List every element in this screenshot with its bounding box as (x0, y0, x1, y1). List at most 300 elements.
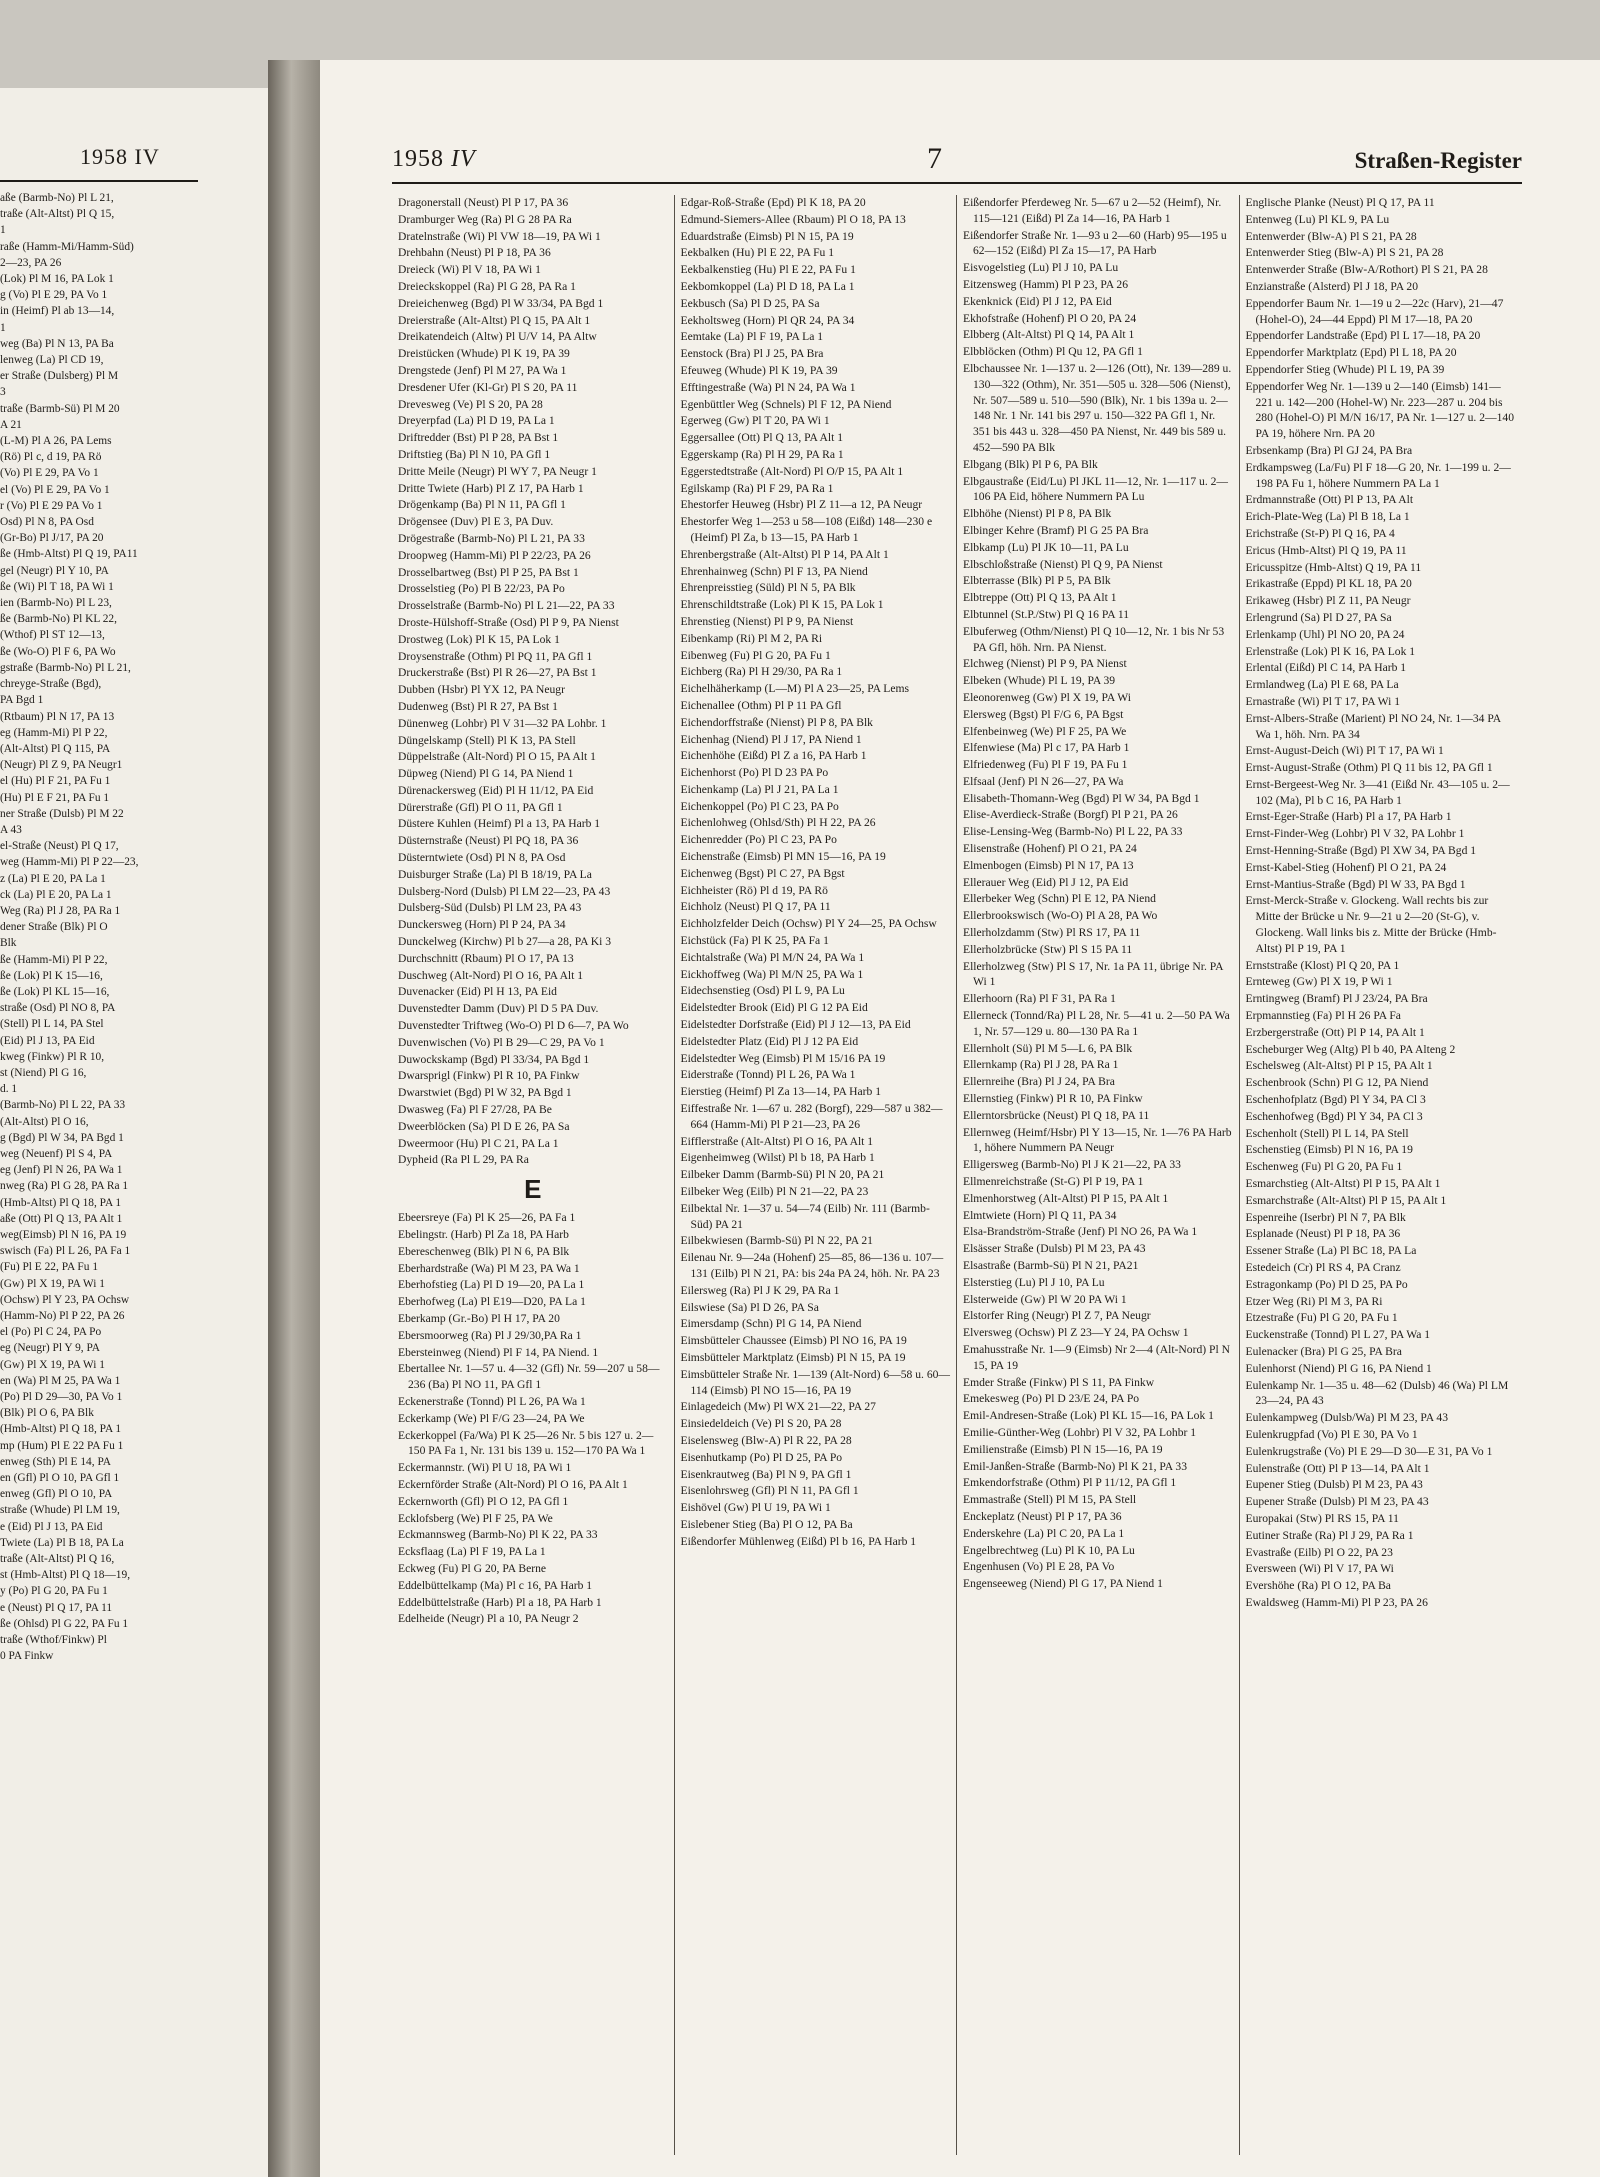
left-entry: Blk (0, 937, 17, 950)
street-entry: Ernst-August-Straße (Othm) Pl Q 11 bis 12, PA Gfl 1 (1245, 761, 1493, 775)
street-entry: Eichholz (Neust) Pl Q 17, PA 11 (680, 900, 831, 914)
left-entry: ße (Lok) Pl KL 15—16, (0, 985, 110, 998)
register-column-3 (957, 195, 1240, 2155)
street-entry: Düppelstraße (Alt-Nord) Pl O 15, PA Alt 1 (398, 750, 596, 764)
street-entry: Droopweg (Hamm-Mi) Pl P 22/23, PA 26 (398, 548, 591, 562)
street-entry: Elbschloßstraße (Nienst) Pl Q 9, PA Nienst (963, 557, 1163, 571)
left-entry: gstraße (Barmb-No) Pl L 21, (0, 661, 131, 674)
street-entry: Elbgaustraße (Eid/Lu) Pl JKL 11—12, Nr. 1—117 u. 2—106 PA Eid, höhere Nummern PA Lu (963, 474, 1229, 504)
street-entry: Ericusspitze (Hmb-Altst) Q 19, PA 11 (1245, 560, 1422, 574)
street-entry: Eddelbüttelstraße (Harb) Pl a 18, PA Harb 1 (398, 1595, 602, 1609)
left-entry: 2—23, PA 26 (0, 256, 62, 269)
street-entry: Elchweg (Nienst) Pl P 9, PA Nienst (963, 657, 1127, 671)
left-entry: ien (Barmb-No) Pl L 23, (0, 597, 112, 610)
left-page-header: 1958 IV (80, 144, 160, 169)
street-entry: Duwockskamp (Bgd) Pl 33/34, PA Bgd 1 (398, 1052, 590, 1066)
street-entry: Erikastraße (Eppd) Pl KL 18, PA 20 (1245, 577, 1412, 591)
street-entry: Emil-Janßen-Straße (Barmb-No) Pl K 21, PA 33 (963, 1459, 1188, 1473)
left-entry: ße (Wo-O) Pl F 6, PA Wo (0, 645, 116, 658)
street-entry: Ellerhoorn (Ra) Pl F 31, PA Ra 1 (963, 992, 1116, 1006)
street-entry: Estedeich (Cr) Pl RS 4, PA Cranz (1245, 1261, 1401, 1274)
street-entry: Einlagedeich (Mw) Pl WX 21—22, PA 27 (680, 1400, 876, 1414)
street-entry: Enzianstraße (Alsterd) Pl J 18, PA 20 (1245, 279, 1418, 293)
left-entry: Twiete (La) Pl B 18, PA La (0, 1536, 124, 1549)
left-entry: mp (Hum) Pl E 22 PA Fu 1 (0, 1439, 124, 1452)
street-entry: Ernst-Albers-Straße (Marient) Pl NO 24, Nr. 1—34 PA Wa 1, höh. Nrn. PA 34 (1245, 711, 1501, 741)
street-entry: Elfenbeinweg (We) Pl F 25, PA We (963, 724, 1127, 738)
street-entry: Eduardstraße (Eimsb) Pl N 15, PA 19 (680, 229, 854, 243)
street-entry: Drögensee (Duv) Pl E 3, PA Duv. (398, 515, 554, 529)
street-entry: Eulenacker (Bra) Pl G 25, PA Bra (1245, 1344, 1402, 1358)
left-entry: lenweg (La) Pl CD 19, (0, 354, 104, 367)
left-entry: ße (Barmb-No) Pl KL 22, (0, 613, 117, 626)
street-entry: Escheburger Weg (Altg) Pl b 40, PA Alteng 2 (1245, 1042, 1456, 1056)
street-entry: Eilbekwiesen (Barmb-Sü) Pl N 22, PA 21 (680, 1234, 873, 1248)
street-entry: Elbgang (Blk) Pl P 6, PA Blk (963, 457, 1098, 471)
street-entry: Eisenhutkamp (Po) Pl D 25, PA Po (680, 1450, 843, 1464)
street-entry: Ebersteinweg (Niend) Pl F 14, PA Niend. 1 (398, 1345, 599, 1359)
street-entry: Eilswiese (Sa) Pl D 26, PA Sa (680, 1300, 819, 1314)
street-entry: Eißendorfer Pferdeweg Nr. 5—67 u 2—52 (Heimf), Nr. 115—121 (Eißd) Pl Za 14—16, PA Harb 1 (963, 196, 1222, 225)
street-entry: Eleonorenweg (Gw) Pl X 19, PA Wi (963, 690, 1131, 704)
street-entry: Düngelskamp (Stell) Pl K 13, PA Stell (398, 733, 576, 747)
street-entry: Emahusstraße Nr. 1—9 (Eimsb) Nr 2—4 (Alt-Nord) Pl N 15, PA 19 (963, 1342, 1230, 1372)
street-entry: Droysenstraße (Othm) Pl PQ 11, PA Gfl 1 (398, 649, 593, 663)
street-entry: Ellernweg (Heimf/Hsbr) Pl Y 13—15, Nr. 1—76 PA Harb 1, höhere Nummern PA Neugr (963, 1125, 1232, 1155)
left-entry: raße (Hamm-Mi/Hamm-Süd) (0, 240, 134, 253)
street-entry: Eichenredder (Po) Pl C 23, PA Po (680, 833, 837, 847)
left-entry: weg (Neuenf) Pl S 4, PA (0, 1147, 113, 1160)
left-entry: ße (Hamm-Mi) Pl P 22, (0, 953, 108, 966)
left-entry: traße (Wthof/Finkw) Pl (0, 1634, 107, 1647)
left-entry: weg (Hamm-Mi) Pl P 22—23, (0, 856, 139, 869)
street-entry: Eberkamp (Gr.-Bo) Pl H 17, PA 20 (398, 1312, 560, 1325)
left-entry: (Gw) Pl X 19, PA Wi 1 (0, 1358, 105, 1371)
left-page-entries (0, 190, 215, 1664)
left-entry: nweg (Ra) Pl G 28, PA Ra 1 (0, 1180, 129, 1193)
street-entry: Eenstock (Bra) Pl J 25, PA Bra (680, 347, 824, 361)
street-entry: Eichenkoppel (Po) Pl C 23, PA Po (680, 799, 839, 813)
street-entry: Eekbalkenstieg (Hu) Pl E 22, PA Fu 1 (680, 263, 856, 277)
register-column-2 (675, 195, 958, 2155)
street-entry: Eißendorfer Straße Nr. 1—93 u 2—60 (Harb) 95—195 u 62—152 (Eißd) Pl Za 15—17, PA Harb (963, 228, 1227, 258)
street-entry: Elsastraße (Barmb-Sü) Pl N 21, PA21 (963, 1259, 1139, 1272)
street-entry: Dwasweg (Fa) Pl F 27/28, PA Be (398, 1103, 552, 1117)
street-entry: Eekbomkoppel (La) Pl D 18, PA La 1 (680, 279, 855, 293)
street-entry: Etzestraße (Fu) Pl G 20, PA Fu 1 (1245, 1311, 1398, 1325)
left-entry: (Stell) Pl L 14, PA Stel (0, 1018, 104, 1031)
street-entry: Eckenerstraße (Tonnd) Pl L 26, PA Wa 1 (398, 1394, 586, 1408)
street-entry: Eckerkoppel (Fa/Wa) Pl K 25—26 Nr. 5 bis 127 u. 2—150 PA Fa 1, Nr. 131 bis 139 u. 152—170 PA Wa 1 (398, 1428, 654, 1458)
left-entry: ck (La) Pl E 20, PA La 1 (0, 888, 112, 901)
street-entry: Ericus (Hmb-Altst) Pl Q 19, PA 11 (1245, 543, 1407, 557)
street-entry: Driftredder (Bst) Pl P 28, PA Bst 1 (398, 431, 559, 445)
street-entry: Eishövel (Gw) Pl U 19, PA Wi 1 (680, 1501, 831, 1515)
street-entry: Drögestraße (Barmb-No) Pl L 21, PA 33 (398, 531, 585, 545)
street-entry: Eekbusch (Sa) Pl D 25, PA Sa (680, 296, 820, 310)
street-entry: Ellerbeker Weg (Schn) Pl E 12, PA Niend (963, 892, 1156, 906)
street-entry: Eilenau Nr. 9—24a (Hohenf) 25—85, 86—136 u. 107—131 (Eilb) Pl N 21, PA: bis 24a PA 24, höh. Nr. PA 23 (680, 1251, 944, 1280)
left-entry: 1 (0, 321, 6, 334)
street-entry: Eggerstedtstraße (Alt-Nord) Pl O/P 15, PA Alt 1 (680, 464, 904, 478)
street-entry: Eibenkamp (Ri) Pl M 2, PA Ri (680, 631, 823, 645)
left-entry: (Rtbaum) Pl N 17, PA 13 (0, 710, 115, 723)
street-entry: Drosselstraße (Barmb-No) Pl L 21—22, PA 33 (398, 599, 615, 613)
street-entry: Eversween (Wi) Pl V 17, PA Wi (1245, 1562, 1394, 1576)
street-entry: Euckenstraße (Tonnd) Pl L 27, PA Wa 1 (1245, 1328, 1431, 1342)
street-entry: Duvenstedter Triftweg (Wo-O) Pl D 6—7, PA Wo (398, 1019, 629, 1033)
street-entry: Dwarstwiet (Bgd) Pl W 32, PA Bgd 1 (398, 1086, 572, 1100)
street-entry: Elbeken (Whude) Pl L 19, PA 39 (963, 674, 1116, 688)
street-entry: Dramburger Weg (Ra) Pl G 28 PA Ra (398, 212, 572, 226)
street-entry: Eggerskamp (Ra) Pl H 29, PA Ra 1 (680, 447, 844, 461)
street-entry: Düpweg (Niend) Pl G 14, PA Niend 1 (398, 767, 574, 781)
street-entry: Dudenweg (Bst) Pl R 27, PA Bst 1 (398, 699, 558, 713)
street-entry: Eilbektal Nr. 1—37 u. 54—74 (Eilb) Nr. 111 (Barmb-Süd) PA 21 (680, 1201, 930, 1231)
street-entry: Estragonkamp (Po) Pl D 25, PA Po (1245, 1277, 1408, 1291)
street-entry: Eschenweg (Fu) Pl G 20, PA Fu 1 (1245, 1160, 1403, 1174)
left-entry: (Lok) Pl M 16, PA Lok 1 (0, 273, 114, 286)
street-entry: Emekesweg (Po) Pl D 23/E 24, PA Po (963, 1392, 1140, 1406)
street-entry: Etzer Weg (Ri) Pl M 3, PA Ri (1245, 1294, 1383, 1308)
street-entry: Elise-Averdieck-Straße (Borgf) Pl P 21, PA 26 (963, 808, 1178, 822)
street-entry: Eichenkamp (La) Pl J 21, PA La 1 (680, 782, 839, 796)
street-entry: Eiderstraße (Tonnd) Pl L 26, PA Wa 1 (680, 1068, 856, 1082)
street-entry: Dubben (Hsbr) Pl YX 12, PA Neugr (398, 683, 565, 697)
left-entry: ße (Ohlsd) Pl G 22, PA Fu 1 (0, 1617, 129, 1630)
left-entry: traße (Alt-Altst) Pl Q 16, (0, 1553, 115, 1566)
street-entry: Elsässer Straße (Dulsb) Pl M 23, PA 43 (963, 1242, 1146, 1256)
street-entry: Elfriedenweg (Fu) Pl F 19, PA Fu 1 (963, 758, 1128, 772)
street-entry: Elisabeth-Thomann-Weg (Bgd) Pl W 34, PA Bgd 1 (963, 791, 1200, 805)
street-entry: Emil-Andresen-Straße (Lok) Pl KL 15—16, PA Lok 1 (963, 1409, 1214, 1423)
street-entry: Efftingestraße (Wa) Pl N 24, PA Wa 1 (680, 380, 856, 394)
street-entry: Duvenstedter Damm (Duv) Pl D 5 PA Duv. (398, 1002, 599, 1016)
street-entry: Ecksflaag (La) Pl F 19, PA La 1 (398, 1545, 546, 1559)
street-entry: Ecklofsberg (We) Pl F 25, PA We (398, 1511, 553, 1525)
left-entry: (Alt-Altst) Pl Q 115, PA (0, 742, 111, 755)
street-entry: Eekbalken (Hu) Pl E 22, PA Fu 1 (680, 246, 835, 260)
street-entry: Eichenweg (Bgst) Pl C 27, PA Bgst (680, 866, 845, 880)
left-entry: (Neugr) Pl Z 9, PA Neugr1 (0, 759, 123, 772)
street-entry: Ernst-Merck-Straße v. Glockeng. Wall rechts bis zur Mitte der Brücke u Nr. 9—21 u 2—20 (St-G), v. Glockeng. Wall links bis z. Mitte der Brücke (Hmb-Altst) Pl P 19, PA 1 (1245, 894, 1497, 955)
street-entry: Eckermannstr. (Wi) Pl U 18, PA Wi 1 (398, 1461, 572, 1475)
left-entry: st (Niend) Pl G 16, (0, 1066, 87, 1079)
street-entry: Drögenkamp (Ba) Pl N 11, PA Gfl 1 (398, 498, 566, 512)
street-entry: Eimersdamp (Schn) Pl G 14, PA Niend (680, 1317, 862, 1331)
street-entry: Erikaweg (Hsbr) Pl Z 11, PA Neugr (1245, 594, 1411, 608)
street-entry: Ebereschenweg (Blk) Pl N 6, PA Blk (398, 1244, 570, 1258)
header-rule (392, 182, 1522, 184)
street-entry: Dreieck (Wi) Pl V 18, PA Wi 1 (398, 263, 541, 277)
street-entry: Dritte Meile (Neugr) Pl WY 7, PA Neugr 1 (398, 464, 597, 478)
street-entry: Efeuweg (Whude) Pl K 19, PA 39 (680, 363, 838, 377)
street-entry: Erbsenkamp (Bra) Pl GJ 24, PA Bra (1245, 443, 1413, 457)
left-entry: (Barmb-No) Pl L 22, PA 33 (0, 1099, 126, 1112)
street-entry: Ehestorfer Heuweg (Hsbr) Pl Z 11—a 12, PA Neugr (680, 498, 923, 512)
street-entry: Ehrenbergstraße (Alt-Altst) Pl P 14, PA Alt 1 (680, 547, 889, 561)
street-entry: Elmenbogen (Eimsb) Pl N 17, PA 13 (963, 858, 1134, 872)
street-entry: Eppendorfer Landstraße (Epd) Pl L 17—18, PA 20 (1245, 329, 1481, 343)
street-entry: Esmarchstieg (Alt-Altst) Pl P 15, PA Alt 1 (1245, 1177, 1441, 1191)
street-entry: Eiffestraße Nr. 1—67 u. 282 (Borgf), 229—587 u 382—664 (Hamm-Mi) Pl P 21—23, PA 26 (680, 1102, 943, 1131)
street-entry: Ellernreihe (Bra) Pl J 24, PA Bra (963, 1075, 1115, 1089)
street-entry: Erzbergerstraße (Ott) Pl P 14, PA Alt 1 (1245, 1025, 1425, 1039)
street-entry: Dulsberg-Nord (Dulsb) Pl LM 22—23, PA 43 (398, 884, 611, 898)
street-entry: Eulenkrugstraße (Vo) Pl E 29—D 30—E 31, PA Vo 1 (1245, 1444, 1493, 1458)
street-entry: Ellmenreichstraße (St-G) Pl P 19, PA 1 (963, 1175, 1144, 1189)
street-entry: Eppendorfer Baum Nr. 1—19 u 2—22c (Harv), 21—47 (Hohel-O), 24—44 Eppd) Pl M 17—18, PA 20 (1245, 296, 1504, 326)
street-entry: Espenreihe (Iserbr) Pl N 7, PA Blk (1245, 1210, 1406, 1224)
left-entry: (Blk) Pl O 6, PA Blk (0, 1407, 94, 1420)
street-entry: Eigenheimweg (Wilst) Pl b 18, PA Harb 1 (680, 1151, 875, 1165)
street-entry: Ehrenschildtstraße (Lok) Pl K 15, PA Lok 1 (680, 598, 884, 612)
street-entry: Eschelsweg (Alt-Altst) Pl P 15, PA Alt 1 (1245, 1059, 1433, 1073)
left-entry: (Rö) Pl c, d 19, PA Rö (0, 451, 102, 464)
street-entry: Entenwerder Stieg (Blw-A) Pl S 21, PA 28 (1245, 246, 1444, 260)
street-entry: Ernst-Bergeest-Weg Nr. 3—41 (Eißd Nr. 43—105 u. 2—102 (Ma), Pl b C 16, PA Harb 1 (1245, 777, 1510, 807)
street-entry: Eimsbütteler Chaussee (Eimsb) Pl NO 16, PA 19 (680, 1334, 907, 1348)
street-entry: Elmenhorstweg (Alt-Altst) Pl P 15, PA Alt 1 (963, 1191, 1169, 1205)
street-entry: Eschenstieg (Eimsb) Pl N 16, PA 19 (1245, 1143, 1413, 1157)
page-header (392, 138, 1522, 186)
street-entry: Eckernworth (Gfl) Pl O 12, PA Gfl 1 (398, 1494, 569, 1508)
street-entry: Ehrenpreisstieg (Süld) Pl N 5, PA Blk (680, 581, 856, 595)
street-entry: Elisenstraße (Hohenf) Pl O 21, PA 24 (963, 842, 1137, 856)
register-column-1 (392, 195, 675, 2155)
street-entry: Ellernstieg (Finkw) Pl R 10, PA Finkw (963, 1092, 1143, 1106)
left-entry: e (Neust) Pl Q 17, PA 11 (0, 1601, 113, 1614)
register-column-4 (1240, 195, 1523, 2155)
street-entry: Erntingweg (Bramf) Pl J 23/24, PA Bra (1245, 992, 1428, 1006)
street-entry: Ellernholt (Sü) Pl M 5—L 6, PA Blk (963, 1041, 1133, 1055)
street-entry: Eifflerstraße (Alt-Altst) Pl O 16, PA Alt 1 (680, 1134, 874, 1148)
street-entry: Eichenallee (Othm) Pl P 11 PA Gfl (680, 698, 842, 712)
street-entry: Elbhöhe (Nienst) Pl P 8, PA Blk (963, 507, 1112, 521)
street-entry: Eidechsenstieg (Osd) Pl L 9, PA Lu (680, 984, 845, 998)
left-entry: 1 (0, 224, 6, 237)
street-entry: Eimsbütteler Straße Nr. 1—139 (Alt-Nord) 6—58 u. 60—114 (Eimsb) Pl NO 15—16, PA 19 (680, 1367, 951, 1397)
street-entry: Esplanade (Neust) Pl P 18, PA 36 (1245, 1227, 1401, 1241)
street-entry: Dragonerstall (Neust) Pl P 17, PA 36 (398, 196, 569, 209)
street-entry: Dritte Twiete (Harb) Pl Z 17, PA Harb 1 (398, 481, 584, 495)
street-entry: Eckerkamp (We) Pl F/G 23—24, PA We (398, 1411, 585, 1425)
street-entry: Egerweg (Gw) Pl T 20, PA Wi 1 (680, 414, 830, 428)
street-entry: Dypheid (Ra Pl L 29, PA Ra (398, 1153, 529, 1167)
street-entry: Ernst-Henning-Straße (Bgd) Pl XW 34, PA Bgd 1 (1245, 844, 1477, 858)
street-entry: Elise-Lensing-Weg (Barmb-No) Pl L 22, PA 33 (963, 825, 1183, 839)
street-entry: Druckerstraße (Bst) Pl R 26—27, PA Bst 1 (398, 666, 597, 680)
street-entry: Dünenweg (Lohbr) Pl V 31—32 PA Lohbr. 1 (398, 716, 607, 730)
street-entry: Eichheister (Rö) Pl d 19, PA Rö (680, 883, 828, 897)
street-entry: Eierstieg (Heimf) Pl Za 13—14, PA Harb 1 (680, 1085, 882, 1099)
street-entry: Egilskamp (Ra) Pl F 29, PA Ra 1 (680, 481, 834, 495)
street-entry: Eschenhofweg (Bgd) Pl Y 34, PA Cl 3 (1245, 1109, 1423, 1123)
street-entry: Driftstieg (Ba) Pl N 10, PA Gfl 1 (398, 447, 551, 461)
street-entry: Europakai (Stw) Pl RS 15, PA 11 (1245, 1511, 1399, 1525)
street-entry: Eidelstedter Dorfstraße (Eid) Pl J 12—13, PA Eid (680, 1018, 911, 1032)
street-entry: Eppendorfer Weg Nr. 1—139 u 2—140 (Eimsb) 141—221 u. 142—200 (Hohel-W) Nr. 223—287 u. 204 bis 280 (Hohel-O) Pl M/N 16/17, PA Nr. 1—127 u. 2—140 PA 19, höhere Nrn. PA 20 (1245, 379, 1515, 441)
street-entry: Dunckersweg (Horn) Pl P 24, PA 34 (398, 918, 566, 932)
left-entry: ße (Wi) Pl T 18, PA Wi 1 (0, 580, 114, 593)
street-entry: Eulenkampweg (Dulsb/Wa) Pl M 23, PA 43 (1245, 1411, 1448, 1425)
left-entry: r (Vo) Pl E 29 PA Vo 1 (0, 499, 103, 512)
street-entry: Elbkamp (Lu) Pl JK 10—11, PA Lu (963, 540, 1129, 554)
left-entry: g (Vo) Pl E 29, PA Vo 1 (0, 289, 108, 302)
street-entry: Eutiner Straße (Ra) Pl J 29, PA Ra 1 (1245, 1528, 1414, 1542)
street-entry: Eppendorfer Marktplatz (Epd) Pl L 18, PA 20 (1245, 346, 1457, 360)
left-entry: en (Gfl) Pl O 10, PA Gfl 1 (0, 1472, 120, 1485)
left-entry: el-Straße (Neust) Pl Q 17, (0, 840, 119, 853)
street-entry: Eulenhorst (Niend) Pl G 16, PA Niend 1 (1245, 1361, 1432, 1375)
street-entry: Drostweg (Lok) Pl K 15, PA Lok 1 (398, 632, 560, 646)
street-entry: Dulsberg-Süd (Dulsb) Pl LM 23, PA 43 (398, 901, 582, 915)
street-entry: Elmtwiete (Horn) Pl Q 11, PA 34 (963, 1208, 1117, 1222)
street-entry: Eichholzfelder Deich (Ochsw) Pl Y 24—25, PA Ochsw (680, 917, 937, 931)
street-entry: Eißendorfer Mühlenweg (Eißd) Pl b 16, PA Harb 1 (680, 1534, 917, 1548)
street-entry: Eckernförder Straße (Alt-Nord) Pl O 16, PA Alt 1 (398, 1477, 628, 1491)
street-entry: Emkendorfstraße (Othm) Pl P 11/12, PA Gfl 1 (963, 1476, 1177, 1490)
left-entry: ner Straße (Dulsb) Pl M 22 (0, 807, 124, 820)
street-entry: Emilienstraße (Eimsb) Pl N 15—16, PA 19 (963, 1442, 1163, 1456)
street-entry: Eisenkrautweg (Ba) Pl N 9, PA Gfl 1 (680, 1467, 852, 1481)
left-entry: z (La) Pl E 20, PA La 1 (0, 872, 106, 885)
street-entry: Elbuferweg (Othm/Nienst) Pl Q 10—12, Nr. 1 bis Nr 53 PA Gfl, höh. Nrn. PA Nienst. (963, 624, 1225, 654)
left-entry: 3 (0, 386, 6, 399)
left-entry: er Straße (Dulsberg) Pl M (0, 370, 119, 383)
street-entry: Elversweg (Ochsw) Pl Z 23—Y 24, PA Ochsw 1 (963, 1326, 1189, 1340)
street-entry: Ellerauer Weg (Eid) Pl J 12, PA Eid (963, 875, 1129, 889)
street-entry: Eddelbüttelkamp (Ma) Pl c 16, PA Harb 1 (398, 1578, 593, 1592)
street-entry: Eschenbrook (Schn) Pl G 12, PA Niend (1245, 1076, 1429, 1090)
street-entry: Ewaldsweg (Hamm-Mi) Pl P 23, PA 26 (1245, 1595, 1428, 1609)
street-entry: Ekhofstraße (Hohenf) Pl O 20, PA 24 (963, 311, 1137, 325)
street-entry: Eichberg (Ra) Pl H 29/30, PA Ra 1 (680, 665, 843, 679)
street-entry: Dweermoor (Hu) Pl C 21, PA La 1 (398, 1136, 559, 1150)
left-entry: (Hmb-Altst) Pl Q 18, PA 1 (0, 1423, 122, 1436)
street-entry: Dwarsprigl (Finkw) Pl R 10, PA Finkw (398, 1069, 580, 1083)
street-entry: Ernst-Eger-Straße (Harb) Pl a 17, PA Harb 1 (1245, 810, 1452, 824)
left-entry: A 21 (0, 418, 22, 431)
street-entry: Dresdener Ufer (Kl-Gr) Pl S 20, PA 11 (398, 380, 578, 394)
street-entry: Edgar-Roß-Straße (Epd) Pl K 18, PA 20 (680, 196, 866, 209)
street-entry: Eidelstedter Brook (Eid) Pl G 12 PA Eid (680, 1001, 868, 1015)
left-entry: (Fu) Pl E 22, PA Fu 1 (0, 1261, 99, 1274)
street-entry: Edelheide (Neugr) Pl a 10, PA Neugr 2 (398, 1612, 579, 1626)
street-entry: Ernst-Finder-Weg (Lohbr) Pl V 32, PA Lohbr 1 (1245, 827, 1465, 841)
street-entry: Eilersweg (Ra) Pl J K 29, PA Ra 1 (680, 1283, 840, 1297)
street-entry: Enckeplatz (Neust) Pl P 17, PA 36 (963, 1509, 1122, 1523)
left-entry: en (Wa) Pl M 25, PA Wa 1 (0, 1374, 121, 1387)
street-entry: Dreistücken (Whude) Pl K 19, PA 39 (398, 347, 570, 361)
street-entry: Emmastraße (Stell) Pl M 15, PA Stell (963, 1493, 1137, 1507)
street-entry: Essener Straße (La) Pl BC 18, PA La (1245, 1244, 1417, 1258)
street-entry: Eupener Stieg (Dulsb) Pl M 23, PA 43 (1245, 1478, 1423, 1492)
street-entry: Entenweg (Lu) Pl KL 9, PA Lu (1245, 212, 1390, 226)
street-entry: Elsa-Brandström-Straße (Jenf) Pl NO 26, PA Wa 1 (963, 1225, 1198, 1239)
street-entry: Ebersmoorweg (Ra) Pl J 29/30,PA Ra 1 (398, 1328, 582, 1342)
street-entry: Ellerneck (Tonnd/Ra) Pl L 28, Nr. 5—41 u. 2—50 PA Wa 1, Nr. 57—129 u. 80—130 PA Ra 1 (963, 1009, 1230, 1038)
street-entry: Entenwerder (Blw-A) Pl S 21, PA 28 (1245, 229, 1417, 243)
street-entry: Elfenwiese (Ma) Pl c 17, PA Harb 1 (963, 741, 1130, 755)
street-entry: Ehrenhainweg (Schn) Pl F 13, PA Niend (680, 564, 868, 578)
street-entry: Eemtake (La) Pl F 19, PA La 1 (680, 330, 824, 344)
street-entry: Engenhusen (Vo) Pl E 28, PA Vo (963, 1560, 1115, 1574)
street-entry: Erdmannstraße (Ott) Pl P 13, PA Alt (1245, 493, 1414, 507)
street-entry: Dürenackersweg (Eid) Pl H 11/12, PA Eid (398, 783, 594, 797)
left-entry: st (Hmb-Altst) Pl Q 18—19, (0, 1569, 131, 1582)
street-entry: Drengstede (Jenf) Pl M 27, PA Wa 1 (398, 363, 567, 377)
left-entry: (Gr-Bo) Pl J/17, PA 20 (0, 532, 104, 545)
street-entry: Eidelstedter Weg (Eimsb) Pl M 15/16 PA 19 (680, 1051, 886, 1065)
left-entry: PA Bgd 1 (0, 694, 44, 707)
street-entry: Elfsaal (Jenf) Pl N 26—27, PA Wa (963, 774, 1124, 788)
street-entry: Elligersweg (Barmb-No) Pl J K 21—22, PA 33 (963, 1158, 1181, 1172)
left-entry: (Hamm-No) Pl P 22, PA 26 (0, 1310, 125, 1323)
left-entry: traße (Alt-Altst) Pl Q 15, (0, 208, 115, 221)
street-entry: Engenseeweg (Niend) Pl G 17, PA Niend 1 (963, 1577, 1163, 1591)
street-entry: Duvenacker (Eid) Pl H 13, PA Eid (398, 985, 557, 999)
street-entry: Ellerholzbrücke (Stw) Pl S 15 PA 11 (963, 942, 1133, 956)
street-entry: Ermlandweg (La) Pl E 68, PA La (1245, 678, 1399, 692)
street-entry: Eiselensweg (Blw-A) Pl R 22, PA 28 (680, 1433, 852, 1447)
street-entry: Düsternstraße (Neust) Pl PQ 18, PA 36 (398, 834, 579, 848)
street-entry: Eulenstraße (Ott) Pl P 13—14, PA Alt 1 (1245, 1461, 1430, 1475)
street-entry: Duvenwischen (Vo) Pl B 29—C 29, PA Vo 1 (398, 1035, 605, 1049)
street-entry: Drevesweg (Ve) Pl S 20, PA 28 (398, 397, 543, 411)
left-entry: (Alt-Altst) Pl O 16, (0, 1115, 89, 1128)
street-entry: Erlenstraße (Lok) Pl K 16, PA Lok 1 (1245, 644, 1416, 658)
street-entry: Elbterrasse (Blk) Pl P 5, PA Blk (963, 574, 1111, 588)
street-entry: Einsiedeldeich (Ve) Pl S 20, PA 28 (680, 1417, 842, 1431)
street-entry: Eichenhöhe (Eißd) Pl Z a 16, PA Harb 1 (680, 749, 867, 763)
street-entry: Elbtunnel (St.P./Stw) Pl Q 16 PA 11 (963, 607, 1129, 621)
left-entry: y (Po) Pl G 20, PA Fu 1 (0, 1585, 108, 1598)
left-entry: kweg (Finkw) Pl R 10, (0, 1050, 105, 1063)
left-entry: (Wthof) Pl ST 12—13, (0, 629, 105, 642)
left-entry: swisch (Fa) Pl L 26, PA Fa 1 (0, 1245, 131, 1258)
street-entry: Evastraße (Eilb) Pl O 22, PA 23 (1245, 1545, 1393, 1559)
street-entry: Eislebener Stieg (Ba) Pl O 12, PA Ba (680, 1517, 853, 1531)
street-entry: Ebeersreye (Fa) Pl K 25—26, PA Fa 1 (398, 1211, 576, 1225)
left-entry: A 43 (0, 823, 22, 836)
left-entry: chreyge-Straße (Bgd), (0, 678, 102, 691)
street-entry: Ellerbrookswisch (Wo-O) Pl A 28, PA Wo (963, 909, 1158, 923)
street-entry: Erlental (Eißd) Pl C 14, PA Harb 1 (1245, 661, 1407, 675)
left-entry: (Gw) Pl X 19, PA Wi 1 (0, 1277, 105, 1290)
left-entry: el (Po) Pl C 24, PA Po (0, 1326, 102, 1339)
left-entry: eg (Jenf) Pl N 26, PA Wa 1 (0, 1164, 123, 1177)
street-entry: Engelbrechtweg (Lu) Pl K 10, PA Lu (963, 1543, 1135, 1557)
street-entry: Enderskehre (La) Pl C 20, PA La 1 (963, 1526, 1125, 1540)
left-entry: ße (Hmb-Altst) Pl Q 19, PA11 (0, 548, 138, 561)
left-entry: eg (Neugr) Pl Y 9, PA (0, 1342, 100, 1355)
street-entry: Dreieichenweg (Bgd) Pl W 33/34, PA Bgd 1 (398, 296, 604, 310)
street-entry: Egenbüttler Weg (Schnels) Pl F 12, PA Niend (680, 397, 892, 411)
street-entry: Erich-Plate-Weg (La) Pl B 18, La 1 (1245, 510, 1410, 524)
left-entry: ße (Lok) Pl K 15—16, (0, 969, 103, 982)
left-entry: (Hmb-Altst) Pl Q 18, PA 1 (0, 1196, 122, 1209)
street-entry: Elersweg (Bgst) Pl F/G 6, PA Bgst (963, 707, 1124, 721)
street-entry: Eichendorffstraße (Nienst) Pl P 8, PA Blk (680, 715, 873, 729)
street-entry: Eschenholt (Stell) Pl L 14, PA Stell (1245, 1126, 1409, 1140)
street-entry: Ellernkamp (Ra) Pl J 28, PA Ra 1 (963, 1058, 1119, 1072)
left-entry: el (Vo) Pl E 29, PA Vo 1 (0, 483, 110, 496)
street-entry: Droste-Hülshoff-Straße (Osd) Pl P 9, PA Nienst (398, 615, 619, 629)
left-entry: d. 1 (0, 1083, 18, 1096)
street-entry: Emilie-Günther-Weg (Lohbr) Pl V 32, PA Lohbr 1 (963, 1425, 1197, 1439)
street-entry: Dunckelweg (Kirchw) Pl b 27—a 28, PA Ki 3 (398, 935, 612, 949)
